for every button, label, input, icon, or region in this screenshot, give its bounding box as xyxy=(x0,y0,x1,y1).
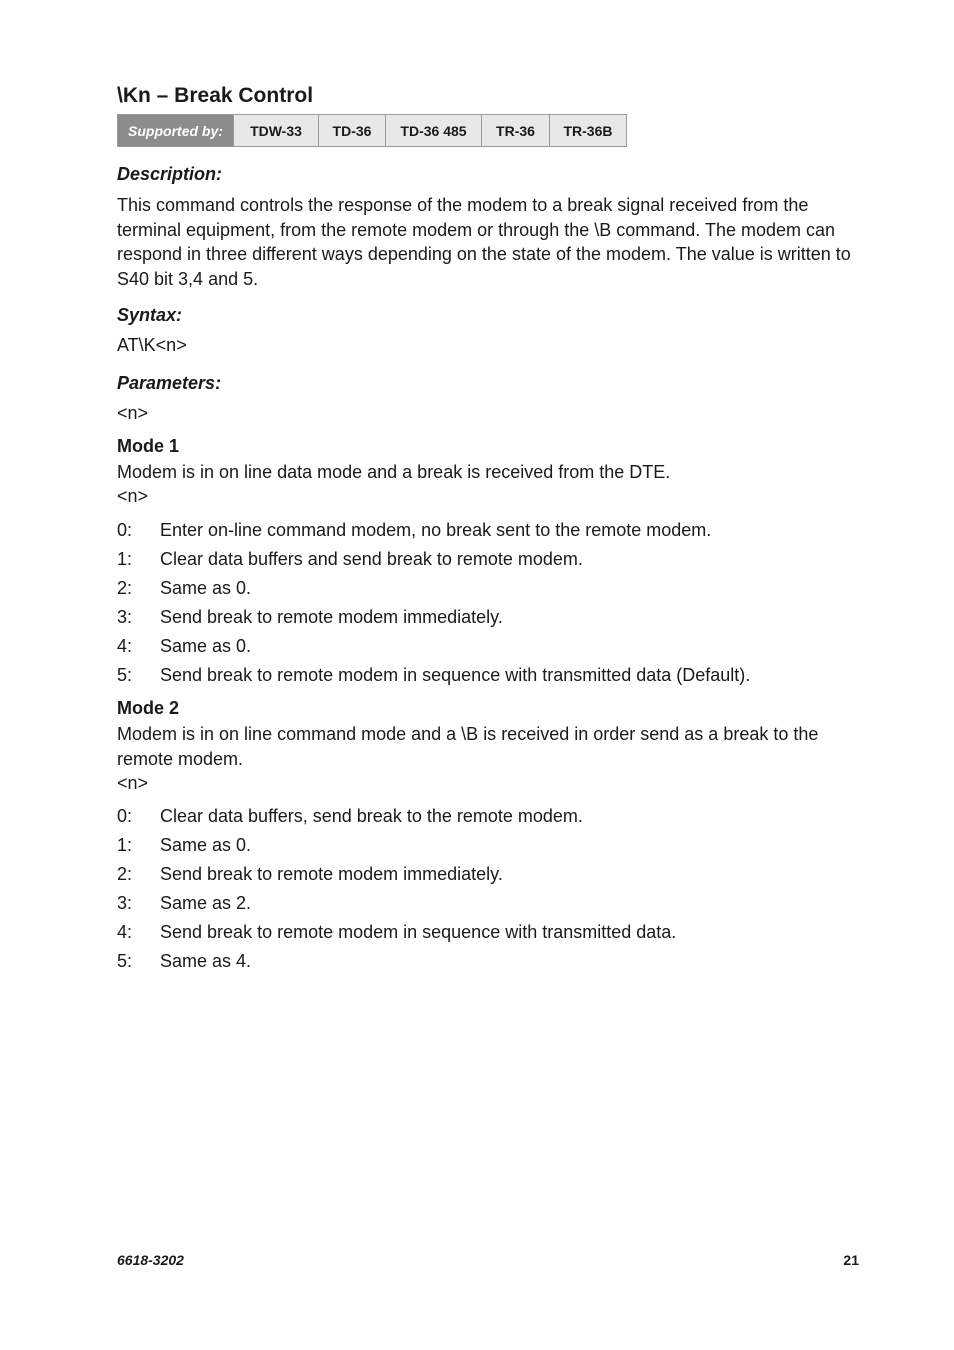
item-text: Send break to remote modem immediately. xyxy=(160,607,503,627)
mode1-text: Modem is in on line data mode and a break is received from the DTE. xyxy=(117,462,671,482)
list-item xyxy=(117,949,859,978)
item-number: 2: xyxy=(117,864,133,884)
document-code: 6618-3202 xyxy=(117,1252,184,1268)
list-item xyxy=(117,920,859,949)
item-text: Send break to remote modem in sequence with transmitted data (Default). xyxy=(160,665,751,685)
list-item xyxy=(117,862,859,891)
item-text: Same as 0. xyxy=(160,835,252,855)
supported-by-table xyxy=(117,114,627,147)
item-text: Enter on-line command modem, no break sent to the remote modem. xyxy=(160,520,712,540)
list-item xyxy=(117,547,859,576)
list-item xyxy=(117,804,859,833)
mode1-list xyxy=(117,518,859,692)
list-item xyxy=(117,576,859,605)
item-number: 1: xyxy=(117,835,133,855)
item-number: 1: xyxy=(117,549,133,569)
item-text: Same as 0. xyxy=(160,636,252,656)
syntax-text: AT\K<n> xyxy=(117,335,187,355)
item-text: Clear data buffers and send break to remote modem. xyxy=(160,549,583,569)
list-item xyxy=(117,833,859,862)
mode2-text: Modem is in on line command mode and a \B is received in order send as a break to the remote modem. xyxy=(117,724,819,769)
supported-by-label: Supported by: xyxy=(118,115,234,146)
mode1-param: <n> xyxy=(117,486,149,506)
item-number: 4: xyxy=(117,922,133,942)
item-text: Same as 2. xyxy=(160,893,252,913)
list-item xyxy=(117,634,859,663)
mode2-heading: Mode 2 xyxy=(117,698,180,718)
list-item xyxy=(117,518,859,547)
item-text: Same as 0. xyxy=(160,578,252,598)
list-item xyxy=(117,891,859,920)
item-number: 0: xyxy=(117,520,133,540)
model-cell: TD-36 xyxy=(319,115,386,146)
item-number: 4: xyxy=(117,636,133,656)
item-text: Clear data buffers, send break to the remote modem. xyxy=(160,806,583,826)
item-text: Send break to remote modem in sequence with transmitted data. xyxy=(160,922,677,942)
item-number: 3: xyxy=(117,607,133,627)
description-heading: Description: xyxy=(117,164,223,184)
mode2-list xyxy=(117,804,859,978)
item-number: 5: xyxy=(117,951,133,971)
item-text: Same as 4. xyxy=(160,951,252,971)
item-text: Send break to remote modem immediately. xyxy=(160,864,503,884)
page-title: \Kn – Break Control xyxy=(117,84,314,107)
item-number: 0: xyxy=(117,806,133,826)
page-number: 21 xyxy=(843,1252,859,1268)
mode1-heading: Mode 1 xyxy=(117,436,180,456)
syntax-heading: Syntax: xyxy=(117,305,183,325)
parameters-heading: Parameters: xyxy=(117,373,222,393)
parameters-text: <n> xyxy=(117,403,149,423)
mode2-param: <n> xyxy=(117,773,149,793)
item-number: 5: xyxy=(117,665,133,685)
model-cell: TR-36B xyxy=(550,115,626,146)
list-item xyxy=(117,605,859,634)
item-number: 3: xyxy=(117,893,133,913)
description-text: This command controls the response of the modem to a break signal received from the terminal equipment, from the remote modem or through the \B command. The modem can respond in three different ways depending on the state of the modem. The value is written to S40 bit 3,4 and 5. xyxy=(117,195,851,289)
model-cell: TDW-33 xyxy=(234,115,319,146)
list-item xyxy=(117,663,859,692)
item-number: 2: xyxy=(117,578,133,598)
model-cell: TR-36 xyxy=(482,115,550,146)
model-cell: TD-36 485 xyxy=(386,115,482,146)
